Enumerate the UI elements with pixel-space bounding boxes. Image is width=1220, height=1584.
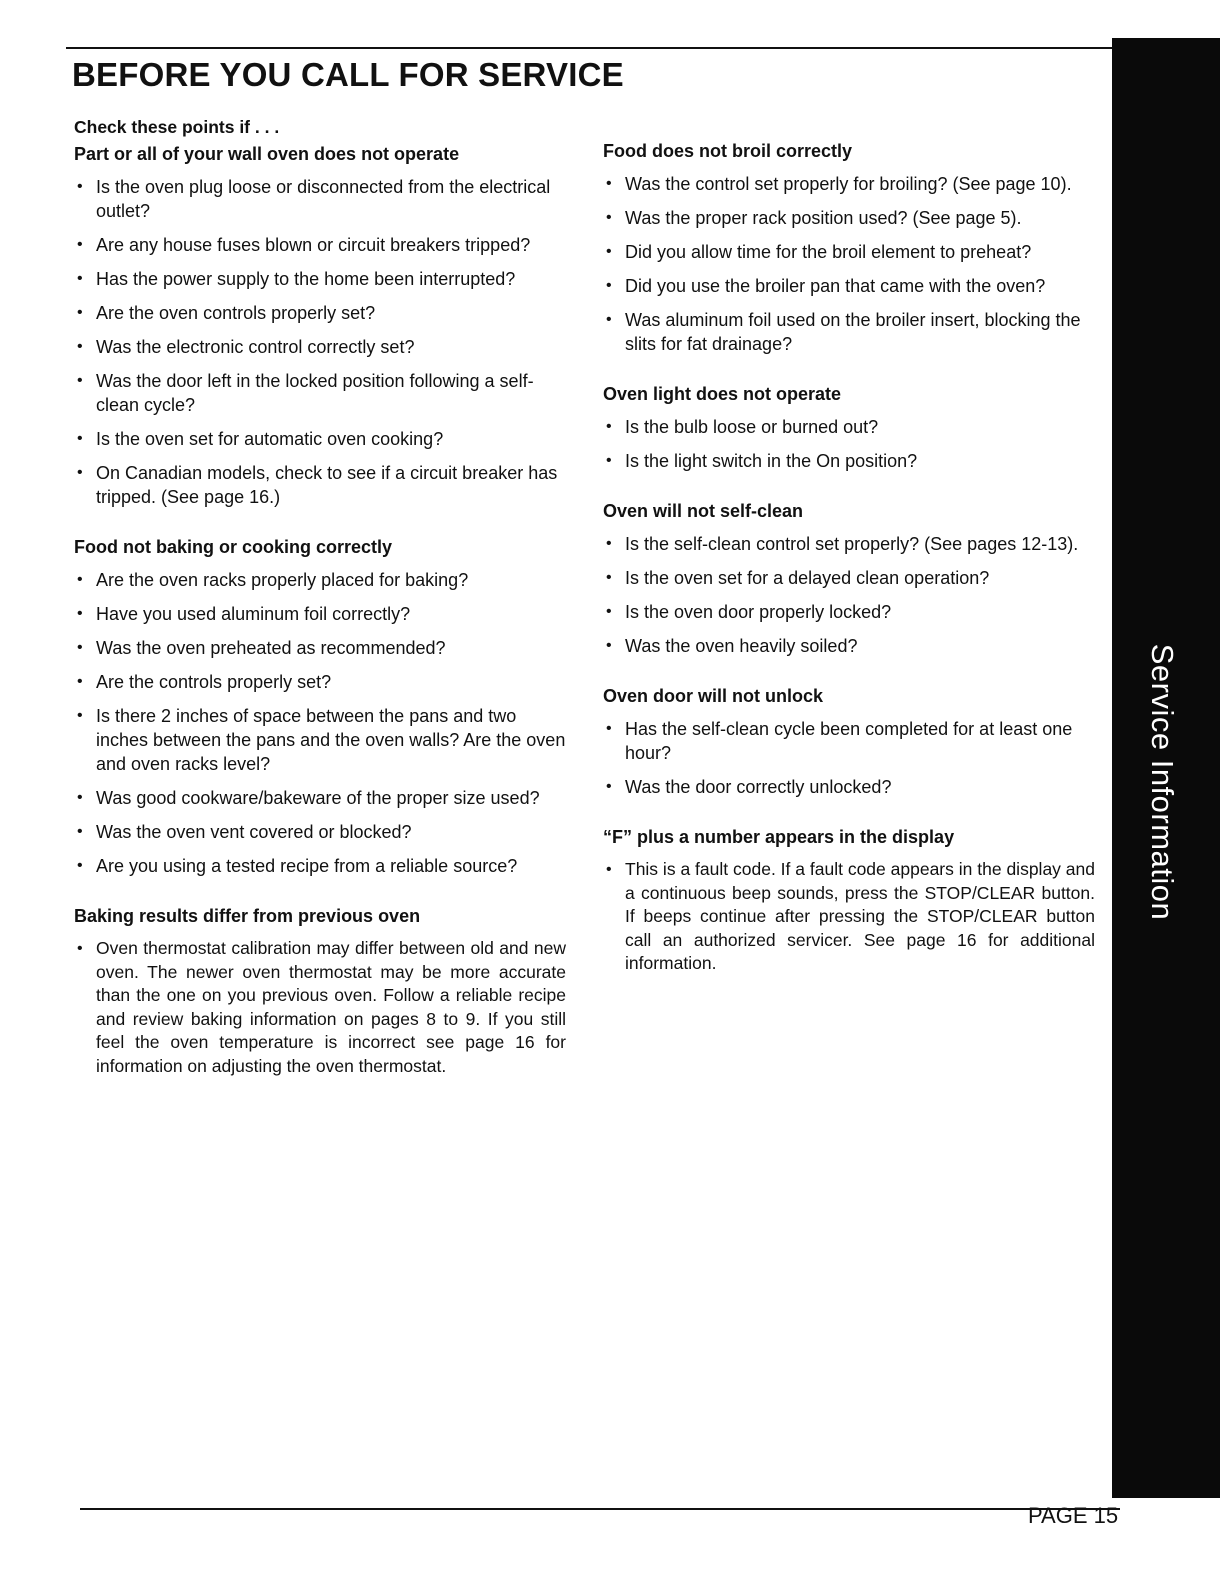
list-item: • Is there 2 inches of space between the pans and two inches between the pans and the oven walls? Are the oven and oven racks level?: [74, 704, 566, 776]
list-item: • Are the oven racks properly placed for baking?: [74, 568, 566, 592]
list-item: • Was the oven preheated as recommended?: [74, 636, 566, 660]
section-food-not-baking: [74, 537, 566, 878]
list-item: • Is the self-clean control set properly? (See pages 12-13).: [603, 532, 1095, 556]
section-door-unlock: [603, 686, 1095, 799]
list-item: • Did you use the broiler pan that came with the oven?: [603, 274, 1095, 298]
section-heading: Oven light does not operate: [603, 384, 842, 404]
list-item: • Was good cookware/bakeware of the proper size used?: [74, 786, 566, 810]
list-item: • Was the control set properly for broiling? (See page 10).: [603, 172, 1095, 196]
section-fault-code: [603, 827, 1095, 976]
list-item: • Oven thermostat calibration may differ between old and new oven. The newer oven thermostat may be more accurate than the one on you previous oven. Follow a reliable recipe and review baking information on pages 8 to 9. If you still feel the oven temperature is incorrect see page 16 for information on adjusting the oven thermostat.: [74, 937, 566, 1079]
section-heading: Food does not broil correctly: [603, 141, 853, 161]
side-tab-label: Service Information: [1145, 643, 1180, 921]
list-item: • Is the light switch in the On position?: [603, 449, 1095, 473]
section-baking-results-differ: [74, 906, 566, 1079]
list-item: • Was the door correctly unlocked?: [603, 775, 1095, 799]
page-title: BEFORE YOU CALL FOR SERVICE: [72, 56, 624, 93]
bullet-list: [603, 415, 1095, 473]
list-item: • Are you using a tested recipe from a reliable source?: [74, 854, 566, 878]
section-oven-light: [603, 384, 1095, 473]
list-item: • Is the oven set for automatic oven cooking?: [74, 427, 566, 451]
bullet-list: [603, 172, 1095, 356]
list-item: • Is the bulb loose or burned out?: [603, 415, 1095, 439]
top-rule: [66, 47, 1114, 49]
section-heading: Part or all of your wall oven does not operate: [74, 144, 460, 164]
list-item: • Did you allow time for the broil element to preheat?: [603, 240, 1095, 264]
list-item: • Is the oven plug loose or disconnected from the electrical outlet?: [74, 175, 566, 223]
bullet-list: [603, 532, 1095, 658]
left-column: [74, 117, 566, 1107]
bullet-list: [603, 858, 1095, 976]
section-heading: Oven door will not unlock: [603, 686, 824, 706]
bullet-list: [74, 175, 566, 509]
list-item: • Was the oven vent covered or blocked?: [74, 820, 566, 844]
bottom-rule: [80, 1508, 1120, 1510]
list-item: • This is a fault code. If a fault code appears in the display and a continuous beep sounds, press the STOP/CLEAR button. If beeps continue after pressing the STOP/CLEAR button call an authorized servicer. See page 16 for additional information.: [603, 858, 1095, 976]
list-item: • Was the electronic control correctly set?: [74, 335, 566, 359]
list-item: • On Canadian models, check to see if a circuit breaker has tripped. (See page 16.): [74, 461, 566, 509]
list-item: • Was the proper rack position used? (See page 5).: [603, 206, 1095, 230]
list-item: • Was aluminum foil used on the broiler insert, blocking the slits for fat drainage?: [603, 308, 1095, 356]
section-self-clean: [603, 501, 1095, 658]
intro-text: Check these points if . . .: [74, 117, 280, 137]
bullet-list: [74, 568, 566, 878]
section-heading: Baking results differ from previous oven: [74, 906, 421, 926]
section-heading: Oven will not self-clean: [603, 501, 804, 521]
section-heading: Food not baking or cooking correctly: [74, 537, 393, 557]
list-item: • Was the door left in the locked position following a self-clean cycle?: [74, 369, 566, 417]
list-item: • Is the oven door properly locked?: [603, 600, 1095, 624]
section-food-not-broil: [603, 141, 1095, 356]
list-item: • Was the oven heavily soiled?: [603, 634, 1095, 658]
list-item: • Is the oven set for a delayed clean operation?: [603, 566, 1095, 590]
list-item: • Are any house fuses blown or circuit breakers tripped?: [74, 233, 566, 257]
bullet-list: [74, 937, 566, 1079]
page-number: PAGE 15: [1028, 1503, 1119, 1528]
section-oven-not-operate: [74, 144, 566, 509]
bullet-list: [603, 717, 1095, 799]
list-item: • Have you used aluminum foil correctly?: [74, 602, 566, 626]
list-item: • Are the controls properly set?: [74, 670, 566, 694]
list-item: • Has the self-clean cycle been completed for at least one hour?: [603, 717, 1095, 765]
section-heading: “F” plus a number appears in the display: [603, 827, 955, 847]
right-column: [603, 141, 1095, 1004]
list-item: • Has the power supply to the home been interrupted?: [74, 267, 566, 291]
list-item: • Are the oven controls properly set?: [74, 301, 566, 325]
